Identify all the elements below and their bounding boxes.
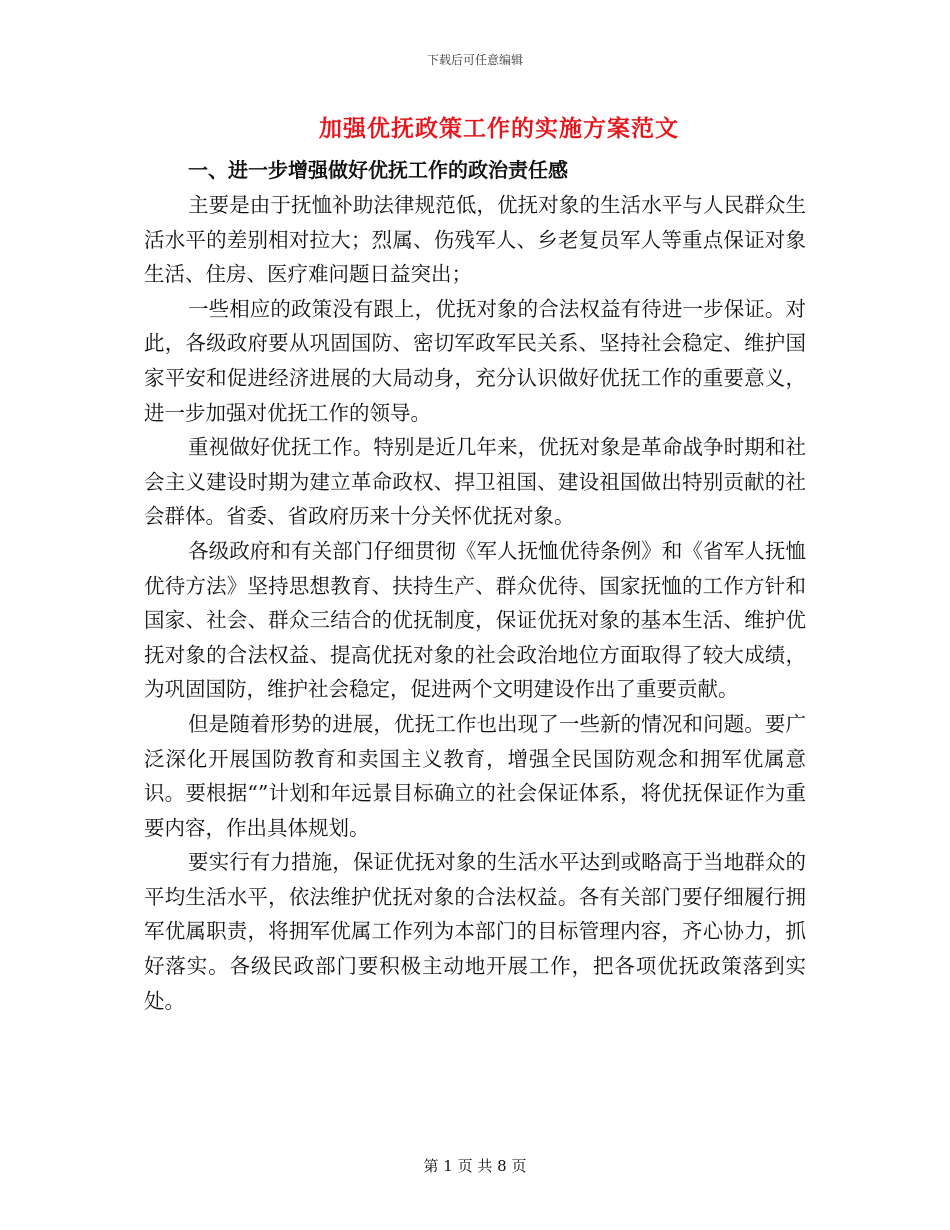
page-number: 第 1 页 共 8 页 xyxy=(423,1157,527,1175)
document-body xyxy=(144,188,806,1018)
paragraph: 重视做好优抚工作。特别是近几年来，优抚对象是革命战争时期和社会主义建设时期为建立革命政权、捍卫祖国、建设祖国做出特别贡献的社会群体。省委、省政府历来十分关怀优抚对象。 xyxy=(144,435,806,529)
section-heading: 一、进一步增强做好优抚工作的政治责任感 xyxy=(188,158,568,182)
paragraph: 一些相应的政策没有跟上，优抚对象的合法权益有待进一步保证。对此，各级政府要从巩固国防、密切军政军民关系、坚持社会稳定、维护国家平安和促进经济进展的大局动身，充分认识做好优抚工作的重要意义，进一步加强对优抚工作的领导。 xyxy=(144,296,806,425)
paragraph: 要实行有力措施，保证优抚对象的生活水平达到或略高于当地群众的平均生活水平，依法维护优抚对象的合法权益。各有关部门要仔细履行拥军优属职责，将拥军优属工作列为本部门的目标管理内容，齐心协力，抓好落实。各级民政部门要积极主动地开展工作，把各项优抚政策落到实处。 xyxy=(144,850,806,1013)
page-header-note: 下载后可任意编辑 xyxy=(426,53,523,67)
document-title: 加强优抚政策工作的实施方案范文 xyxy=(319,115,679,142)
paragraph: 但是随着形势的进展，优抚工作也出现了一些新的情况和问题。要广泛深化开展国防教育和卖国主义教育，增强全民国防观念和拥军优属意识。要根据“”计划和年远景目标确立的社会保证体系，将优抚保证作为重要内容，作出具体规划。 xyxy=(144,711,806,840)
paragraph: 各级政府和有关部门仔细贯彻《军人抚恤优待条例》和《省军人抚恤优待方法》坚持思想教育、扶持生产、群众优待、国家抚恤的工作方针和国家、社会、群众三结合的优抚制度，保证优抚对象的基本生活、维护优抚对象的合法权益、提高优抚对象的社会政治地位方面取得了较大成绩，为巩固国防，维护社会稳定，促进两个文明建设作出了重要贡献。 xyxy=(144,538,806,702)
paragraph: 主要是由于抚恤补助法律规范低，优抚对象的生活水平与人民群众生活水平的差别相对拉大；烈属、伤残军人、乡老复员军人等重点保证对象生活、住房、医疗难问题日益突出； xyxy=(144,193,806,287)
